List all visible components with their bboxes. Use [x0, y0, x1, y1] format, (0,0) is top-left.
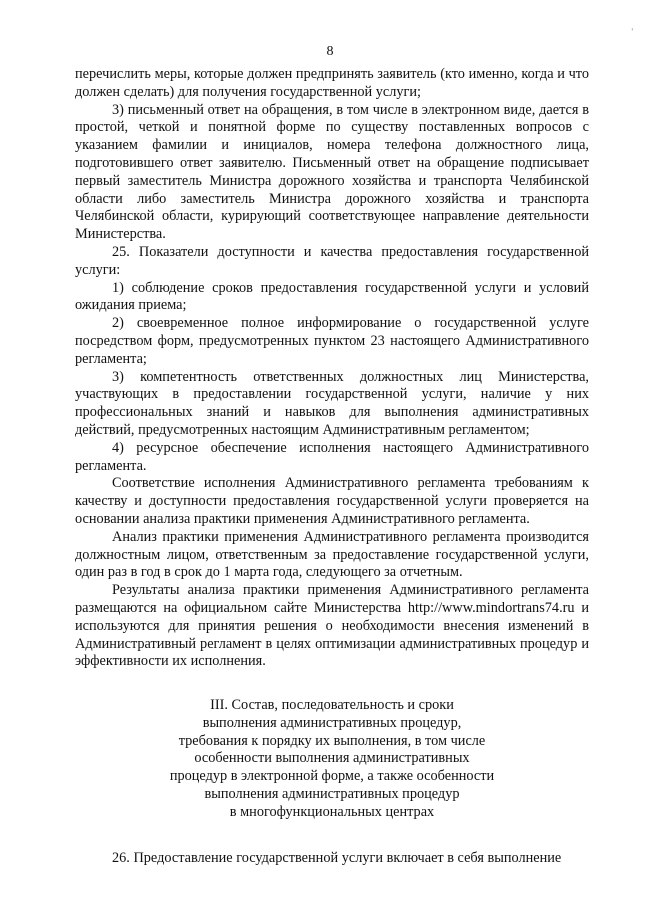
list-item-4: 4) ресурсное обеспечение исполнения настоящего Административного регламента.: [75, 439, 589, 474]
paragraph-continuation: перечислить меры, которые должен предпринять заявитель (кто именно, когда и что должен сделать) для получения государственной услуги;: [75, 66, 589, 100]
section-title-line: в многофункциональных центрах: [229, 803, 435, 820]
paragraph-analysis: Анализ практики применения Административного регламента производится должностным лицом, ответственным за предоставление государственной услуги, один раз в год в срок до 1 марта года, следующего за отчетным.: [75, 528, 589, 581]
paragraph-results: Результаты анализа практики применения Административного регламента размещаются на официальном сайте Министерства http://www.mindortrans74.ru и используются для принятия решения о необходимости внесения изменений в Административный регламент в целях оптимизации административных процедур и эффективности их исполнения.: [75, 582, 589, 670]
section-title-line: особенности выполнения административных: [194, 750, 470, 767]
list-item-3: 3) компетентность ответственных должностных лиц Министерства, участвующих в предоставлении государственной услуги, наличие у них профессиональных знаний и навыков для выполнения административных действий, предусмотренных настоящим Административным регламентом;: [75, 368, 589, 438]
document-body: [75, 66, 589, 867]
list-item-1: 1) соблюдение сроков предоставления государственной услуги и условий ожидания приема;: [75, 279, 589, 314]
section-title-line: требования к порядку их выполнения, в том числе: [178, 732, 486, 749]
paragraph-indicators-heading: 25. Показатели доступности и качества предоставления государственной услуги:: [75, 243, 589, 278]
section-title: [75, 697, 589, 822]
margin-mark: -: [628, 28, 637, 31]
section-title-line: III. Состав, последовательность и сроки: [210, 697, 454, 714]
section-title-line: выполнения административных процедур: [204, 786, 460, 803]
page-number: 8: [326, 44, 334, 59]
section-title-line: выполнения административных процедур,: [202, 714, 462, 731]
paragraph-compliance: Соответствие исполнения Административного регламента требованиям к качеству и доступности предоставления государственной услуги проверяется на основании анализа практики применения Административного регламента.: [75, 475, 589, 527]
section-title-line: процедур в электронной форме, а также особенности: [169, 768, 495, 785]
paragraph-section-start: 26. Предоставление государственной услуги включает в себя выполнение: [112, 849, 562, 866]
paragraph-written-response: 3) письменный ответ на обращения, в том числе в электронном виде, дается в простой, четкой и понятной форме по существу поставленных вопросов с указанием фамилии и инициалов, номера телефона должностного лица, подготовившего ответ заявителю. Письменный ответ на обращение подписывает первый заместитель Министра дорожного хозяйства и транспорта Челябинской области либо заместитель Министра дорожного хозяйства и транспорта Челябинской области, курирующий соответствующее направление деятельности Министерства.: [75, 101, 589, 243]
list-item-2: 2) своевременное полное информирование о государственной услуге посредством форм, предусмотренных пунктом 23 настоящего Административного регламента;: [75, 315, 589, 367]
